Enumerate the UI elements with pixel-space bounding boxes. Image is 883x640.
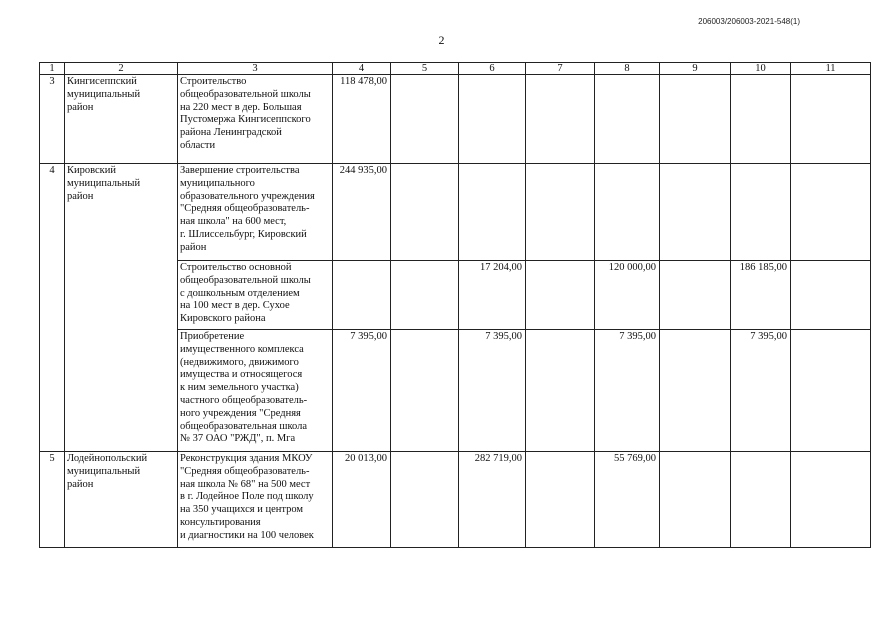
value-col9: [660, 75, 731, 164]
value-col7: [526, 330, 595, 452]
project-description: Строительство основной общеобразовательной школы с дошкольным отделением на 100 мест в дер. Сухое Кировского района: [178, 261, 333, 330]
value-col6: 282 719,00: [459, 452, 526, 548]
col-header-8: 8: [595, 63, 660, 75]
value-col4: 7 395,00: [333, 330, 391, 452]
col-header-4: 4: [333, 63, 391, 75]
col-header-5: 5: [391, 63, 459, 75]
value-col10: 7 395,00: [731, 330, 791, 452]
col-header-11: 11: [791, 63, 871, 75]
col-header-10: 10: [731, 63, 791, 75]
col-header-3: 3: [178, 63, 333, 75]
value-col8: [595, 75, 660, 164]
value-col5: [391, 164, 459, 261]
col-header-1: 1: [40, 63, 65, 75]
value-col8: 55 769,00: [595, 452, 660, 548]
col-header-6: 6: [459, 63, 526, 75]
project-description: Приобретение имущественного комплекса (недвижимого, движимого имущества и относящегося к ним земельного участка) частного общеобразователь- ного учреждения "Средняя общеобразовательная школа № 37 ОАО "РЖД", п. Мга: [178, 330, 333, 452]
table-row: [40, 75, 871, 164]
value-col7: [526, 164, 595, 261]
value-col9: [660, 261, 731, 330]
col-header-2: 2: [65, 63, 178, 75]
value-col5: [391, 261, 459, 330]
value-col9: [660, 330, 731, 452]
value-col4: 20 013,00: [333, 452, 391, 548]
page-number: 2: [438, 33, 445, 47]
value-col6: 17 204,00: [459, 261, 526, 330]
value-col4: 118 478,00: [333, 75, 391, 164]
value-col5: [391, 452, 459, 548]
value-col6: 7 395,00: [459, 330, 526, 452]
value-col5: [391, 75, 459, 164]
table-row: [40, 164, 871, 261]
value-col11: [791, 261, 871, 330]
value-col8: [595, 164, 660, 261]
value-col10: 186 185,00: [731, 261, 791, 330]
row-number: 4: [40, 164, 65, 452]
value-col4: [333, 261, 391, 330]
value-col6: [459, 75, 526, 164]
value-col7: [526, 452, 595, 548]
project-description: Завершение строительства муниципального образовательного учреждения "Средняя общеобразователь- ная школа" на 600 мест, г. Шлиссельбург, Кировский район: [178, 164, 333, 261]
project-description: Строительство общеобразовательной школы на 220 мест в дер. Большая Пустомержа Кингисеппского района Ленинградской области: [178, 75, 333, 164]
value-col8: 120 000,00: [595, 261, 660, 330]
value-col9: [660, 452, 731, 548]
value-col9: [660, 164, 731, 261]
district-name: Кировский муниципальный район: [65, 164, 178, 452]
value-col6: [459, 164, 526, 261]
row-number: 3: [40, 75, 65, 164]
value-col8: 7 395,00: [595, 330, 660, 452]
project-description: Реконструкция здания МКОУ "Средняя общеобразователь- ная школа № 68" на 500 мест в г. Лодейное Поле под школу на 350 учащихся и центром консультирования и диагностики на 100 человек: [178, 452, 333, 548]
value-col5: [391, 330, 459, 452]
value-col11: [791, 330, 871, 452]
value-col10: [731, 75, 791, 164]
value-col10: [731, 452, 791, 548]
value-col11: [791, 452, 871, 548]
value-col7: [526, 75, 595, 164]
col-header-9: 9: [660, 63, 731, 75]
value-col10: [731, 164, 791, 261]
document-id: 206003/206003-2021-548(1): [698, 17, 800, 26]
district-name: Кингисеппский муниципальный район: [65, 75, 178, 164]
value-col4: 244 935,00: [333, 164, 391, 261]
value-col11: [791, 164, 871, 261]
value-col7: [526, 261, 595, 330]
table-row: [40, 452, 871, 548]
value-col11: [791, 75, 871, 164]
district-name: Лодейнопольский муниципальный район: [65, 452, 178, 548]
investment-table: [39, 62, 871, 548]
row-number: 5: [40, 452, 65, 548]
col-header-7: 7: [526, 63, 595, 75]
column-number-row: [40, 63, 871, 75]
